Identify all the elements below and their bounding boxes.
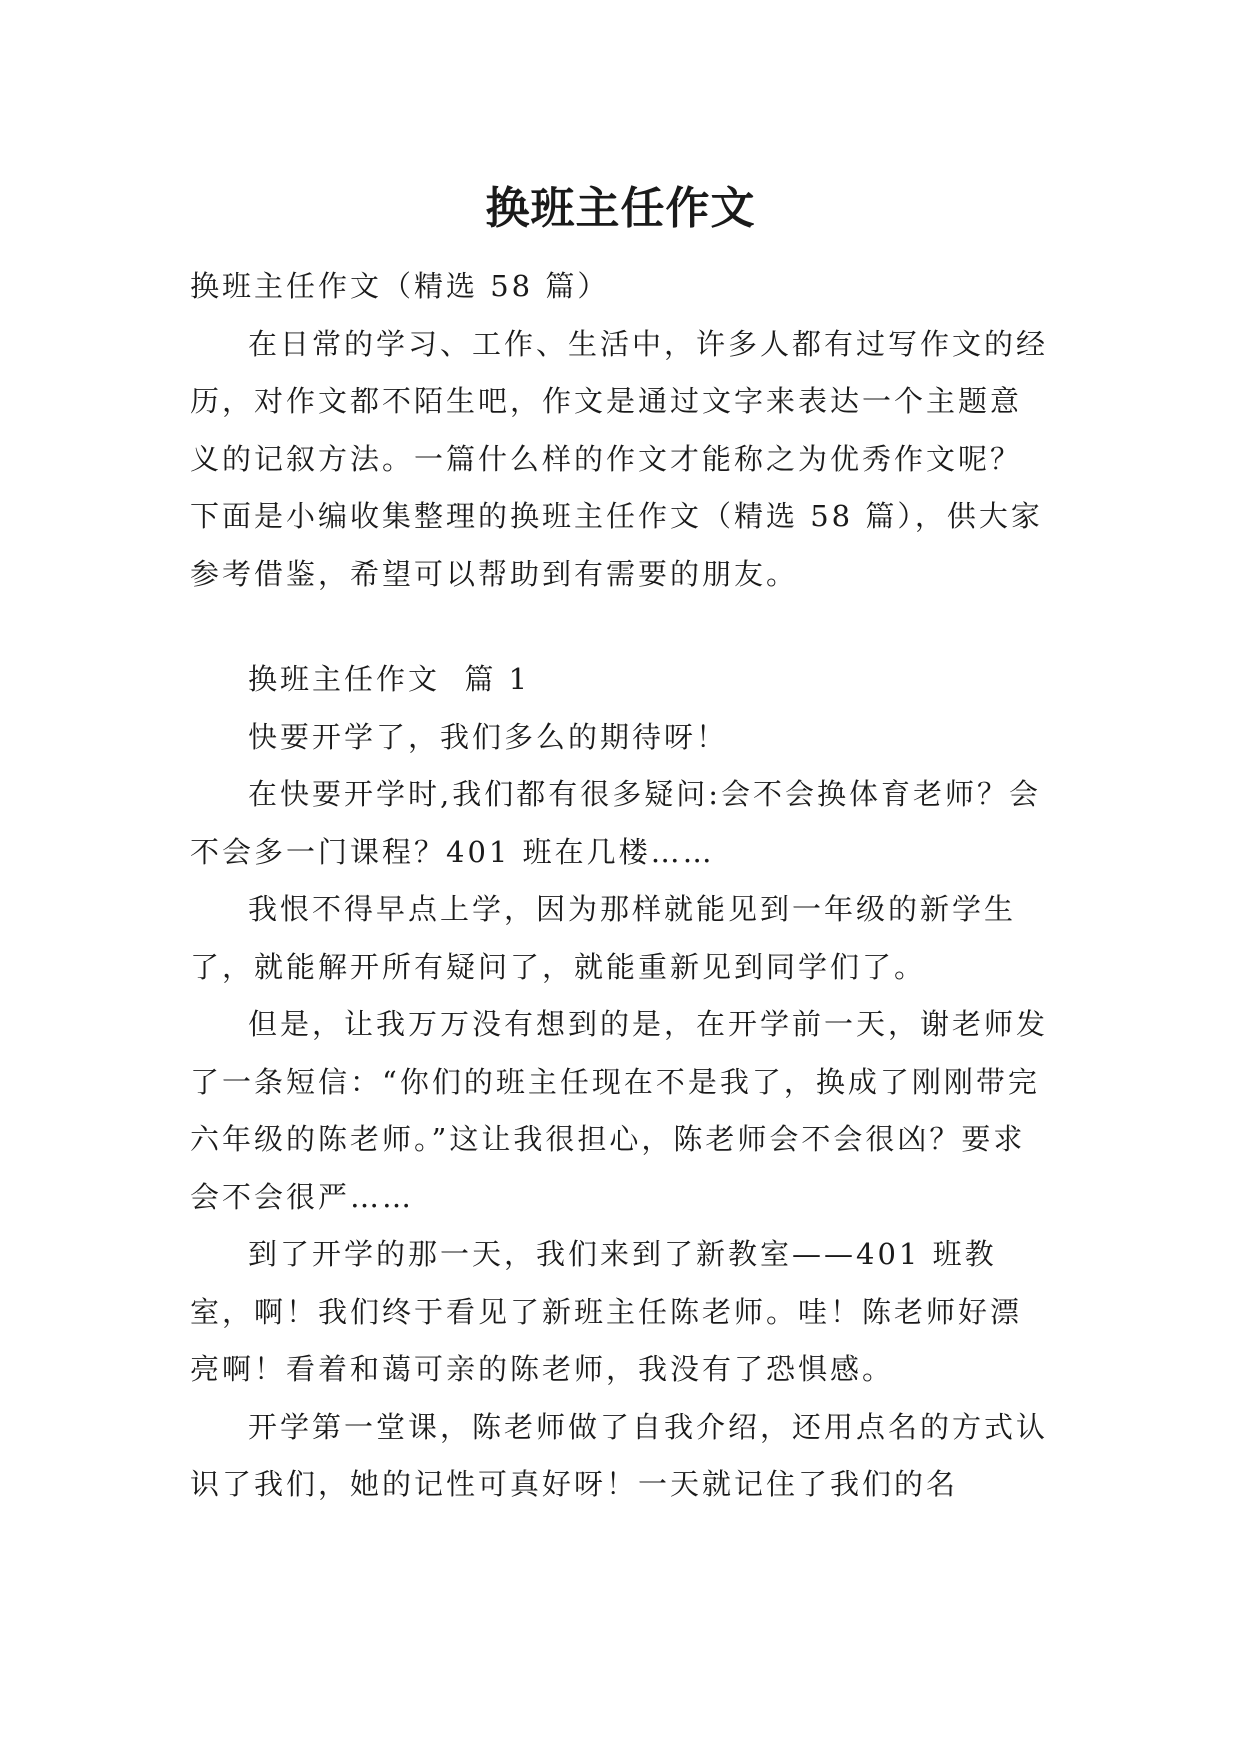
- document-subtitle: 换班主任作文（精选 58 篇）: [190, 269, 610, 303]
- section-heading: 换班主任作文 篇 1: [248, 662, 531, 696]
- body-paragraph: 到了开学的那一天，我们来到了新教室——401 班教室，啊！我们终于看见了新班主任陈老师。哇！陈老师好漂亮啊！看着和蔼可亲的陈老师，我没有了恐惧感。: [190, 1237, 1023, 1386]
- document-body: [190, 258, 1050, 1514]
- section-spacer: [190, 603, 1050, 651]
- body-paragraph: 但是，让我万万没有想到的是，在开学前一天，谢老师发了一条短信：“你们的班主任现在不是我了，换成了刚刚带完六年级的陈老师。”这让我很担心，陈老师会不会很凶？要求会不会很严……: [190, 1007, 1049, 1214]
- body-paragraph: 在快要开学时,我们都有很多疑问:会不会换体育老师？会不会多一门课程？401 班在几楼……: [190, 777, 1041, 869]
- body-paragraph: 开学第一堂课，陈老师做了自我介绍，还用点名的方式认识了我们，她的记性可真好呀！一天就记住了我们的名: [190, 1409, 1049, 1501]
- intro-paragraph: 在日常的学习、工作、生活中，许多人都有过写作文的经历，对作文都不陌生吧，作文是通过文字来表达一个主题意义的记叙方法。一篇什么样的作文才能称之为优秀作文呢？下面是小编收集整理的换班主任作文（精选 58 篇），供大家参考借鉴，希望可以帮助到有需要的朋友。: [190, 326, 1049, 591]
- body-paragraph: 我恨不得早点上学，因为那样就能见到一年级的新学生了，就能解开所有疑问了，就能重新见到同学们了。: [190, 892, 1017, 984]
- body-paragraph: 快要开学了，我们多么的期待呀！: [248, 719, 729, 754]
- document-title: 换班主任作文: [485, 183, 756, 235]
